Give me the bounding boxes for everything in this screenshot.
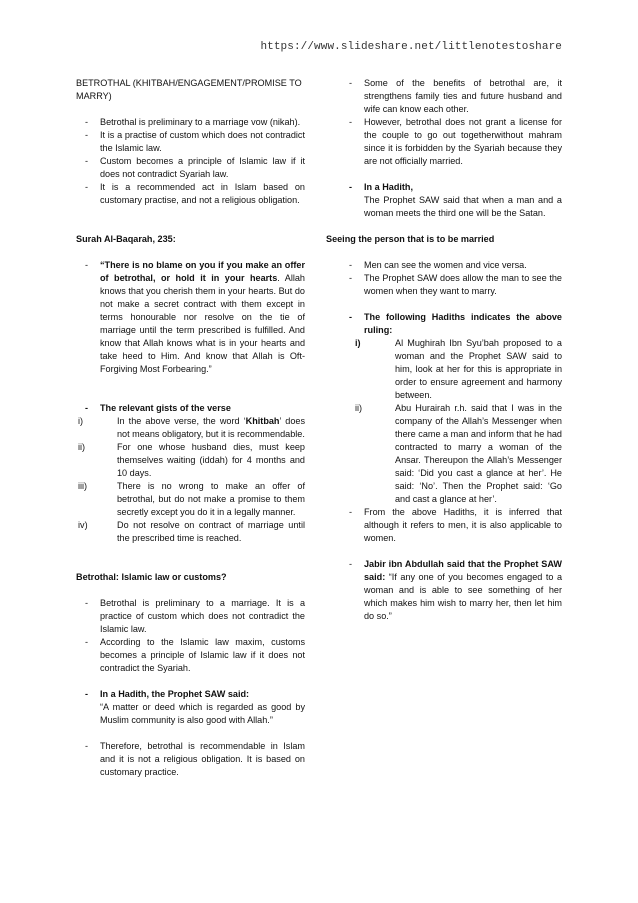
list-item-text: Some of the benefits of betrothal are, it strengthens family ties and future husband and wife can know each other. [364,78,562,114]
ruling-number: i) [355,338,361,348]
bullet-dash: - [85,403,89,413]
verse-bold: “There is no blame on you if you make an offer of betrothal, or hold it in your hearts [100,260,305,283]
bullet-dash: - [85,182,89,192]
list-item [340,272,562,298]
list-item-text: Custom becomes a principle of Islamic law if it does not contradict Syariah law. [100,156,305,179]
gist-number: iii) [78,481,88,491]
gists-list [76,415,305,545]
ruling-text: Abu Hurairah r.h. said that I was in the company of the Allah’s Messenger when there came a man and inform that he had contracted to marry a woman of the Ansar. Thereupon the Allah’s Messenger said: ‘Did you cast a glance at her’. He said: ‘No’. Then the Prophet said: ‘Go and cast a glance at her’. [395,403,562,504]
list-item [76,636,305,675]
bullet-dash: - [349,182,353,192]
custom-list [76,597,305,675]
list-item-text: However, betrothal does not grant a license for the couple to go out togetherwithout mahram since it is forbidden by the Syariah because they are not officially married. [364,117,562,166]
gist-text: Do not resolve on contract of marriage until the prescribed time is reached. [117,520,305,543]
bullet-dash: - [85,741,89,751]
bullet-dash: - [85,637,89,647]
ruling-item [340,337,562,402]
hadith-heading-item [76,688,305,727]
hadith-heading: In a Hadith, the Prophet SAW said: [100,689,250,699]
list-item-text: It is a recommended act in Islam based on customary practise, and not a religious obligation. [100,182,305,205]
list-item [76,155,305,181]
list-item [76,740,305,779]
benefits-list [340,77,562,168]
gist-text [117,415,305,441]
list-item [340,506,562,545]
list-item-text: It is a practise of custom which does not contradict the Islamic law. [100,130,305,153]
gist-text-part: In the above verse, the word ‘ [117,416,246,426]
list-item [76,116,305,129]
bullet-dash: - [85,130,89,140]
following-heading-item [340,311,562,337]
hadith-heading: In a Hadith, [364,182,414,192]
bullet-dash: - [349,117,353,127]
right-column [326,77,562,623]
verse-text [100,259,305,376]
hadith-block [364,181,562,220]
gist-number: i) [78,416,84,426]
gist-item [76,415,305,441]
gist-text: For one whose husband dies, must keep themselves waiting (iddah) for 4 months and 10 days. [117,442,305,478]
list-item-text: Betrothal is preliminary to a marriage vow (nikah). [100,117,301,127]
seeing-heading: Seeing the person that is to be married [326,234,495,244]
hadith-text: The Prophet SAW said that when a man and a woman meets the third one will be the Satan. [364,195,562,218]
bullet-dash: - [349,78,353,88]
jabir-item [340,558,562,623]
bullet-dash: - [85,260,89,270]
bullet-dash: - [349,312,353,322]
verse-item [76,259,305,376]
source-url[interactable]: https://www.slideshare.net/littlenotestoshare [260,41,562,53]
betrothal-title: BETROTHAL (KHITBAH/ENGAGEMENT/PROMISE TO MARRY) [76,78,302,101]
gist-text-part: ’ does not means obligatory, but it is recommendable. [117,416,305,439]
rulings-list [340,337,562,506]
list-item-text: The Prophet SAW does allow the man to see the women when they want to marry. [364,273,562,296]
gists-heading: The relevant gists of the verse [100,403,231,413]
jabir-text: “If any one of you becomes engaged to a woman and is able to see something of her which makes him wish to marry her, then let him do so.” [364,572,562,621]
jabir-block [364,558,562,623]
bullet-dash: - [85,689,89,699]
gist-number: iv) [78,520,88,530]
hadith-text: “A matter or deed which is regarded as good by Muslim community is also good with Allah.” [100,702,305,725]
bullet-dash: - [85,117,89,127]
verse-rest: . Allah knows that you cherish them in your hearts. But do not make a secret contract with them except in terms honourable nor resolve on the tie of marriage until the term prescribed is fulfilled. And know that Allah knows what is in your hearts and take heed to Him. And know that Allah is Oft-Forgiving Most Forbearing.” [100,273,305,374]
surah-heading: Surah Al-Baqarah, 235: [76,234,176,244]
bullet-dash: - [349,559,353,569]
bullet-dash: - [85,156,89,166]
following-heading: The following Hadiths indicates the above ruling: [364,312,562,335]
gist-item [76,519,305,545]
intro-list [76,116,305,207]
gist-number: ii) [78,442,86,452]
bullet-dash: - [349,273,353,283]
jabir-heading: Jabir ibn Abdullah said that the Prophet SAW said: [364,559,562,582]
list-item [340,116,562,168]
left-column [76,77,305,779]
gist-item [76,441,305,480]
ruling-text: Al Mughirah Ibn Syu’bah proposed to a woman and the Prophet SAW said to him, look at her for this is appropriate in order to ensure agreement and harmony between. [395,338,562,400]
list-item [76,129,305,155]
gist-item [76,480,305,519]
ruling-item [340,402,562,506]
list-item-text: Men can see the women and vice versa. [364,260,527,270]
hadith-item [340,181,562,220]
list-item-text: Betrothal is preliminary to a marriage. It is a practice of custom which does not contradict the Islamic law. [100,598,305,634]
list-item [340,77,562,116]
bullet-dash: - [85,598,89,608]
bullet-dash: - [349,260,353,270]
gist-text: There is no wrong to make an offer of betrothal, but do not make a promise to them secretly except you do it in a legally manner. [117,481,305,517]
list-item-text: According to the Islamic law maxim, customs becomes a principle of Islamic law if it does not contradict the Syariah. [100,637,305,673]
list-item [76,181,305,207]
custom-heading: Betrothal: Islamic law or customs? [76,572,227,582]
khitbah-term: Khitbah [245,416,280,426]
list-item [76,597,305,636]
gists-heading-item [76,402,305,415]
therefore-text: Therefore, betrothal is recommendable in Islam and it is not a religious obligation. It is based on customary practice. [100,741,305,777]
seeing-list [340,259,562,298]
bullet-dash: - [349,507,353,517]
hadith-block [100,688,305,727]
list-item [340,259,562,272]
inferred-text: From the above Hadiths, it is inferred that although it refers to men, it is also applicable to women. [364,507,562,543]
ruling-number: ii) [355,403,363,413]
